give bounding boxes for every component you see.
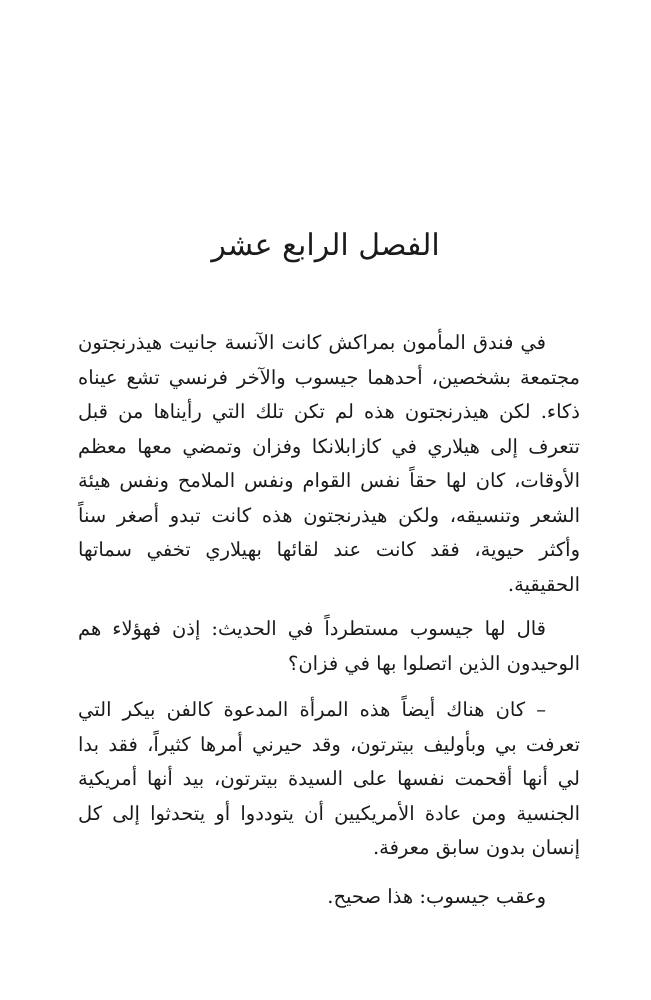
chapter-body bbox=[78, 326, 580, 914]
paragraph-3: – كان هناك أيضاً هذه المرأة المدعوة كالفن بيكر التي تعرفت بي وبأوليف بيترتون، وقد حيرني أمرها كثيراً، فقد بدا لي أنها أقحمت نفسها على السيدة بيترتون، بيد أنها أمريكية الجنسية ومن عادة الأمريكيين أن يتوددوا أو يتحدثوا إلى كل إنسان بدون سابق معرفة. bbox=[78, 698, 580, 859]
paragraph-4: وعقب جيسوب: هذا صحيح. bbox=[327, 884, 546, 908]
paragraph-1: في فندق المأمون بمراكش كانت الآنسة جانيت هيذرنجتون مجتمعة بشخصين، أحدهما جيسوب والآخر فرنسي تشع عيناه ذكاء. لكن هيذرنجتون هذه لم تكن تلك التي رأيناها من قبل تتعرف إلى هيلاري في كازابلانكا وفزان وتمضي معها معظم الأوقات، كان لها حقاً نفس القوام ونفس الملامح ونفس هيئة الشعر وتنسيقه، ولكن هيذرنجتون هذه كانت تبدو أصغر سناً وأكثر حيوية، فقد كانت عند لقائها بهيلاري تخفي سماتها الحقيقية. bbox=[78, 331, 580, 596]
paragraph-2: قال لها جيسوب مستطرداً في الحديث: إذن فهؤلاء هم الوحيدون الذين اتصلوا بها في فزان؟ bbox=[78, 617, 580, 675]
chapter-title: الفصل الرابع عشر bbox=[211, 228, 440, 263]
